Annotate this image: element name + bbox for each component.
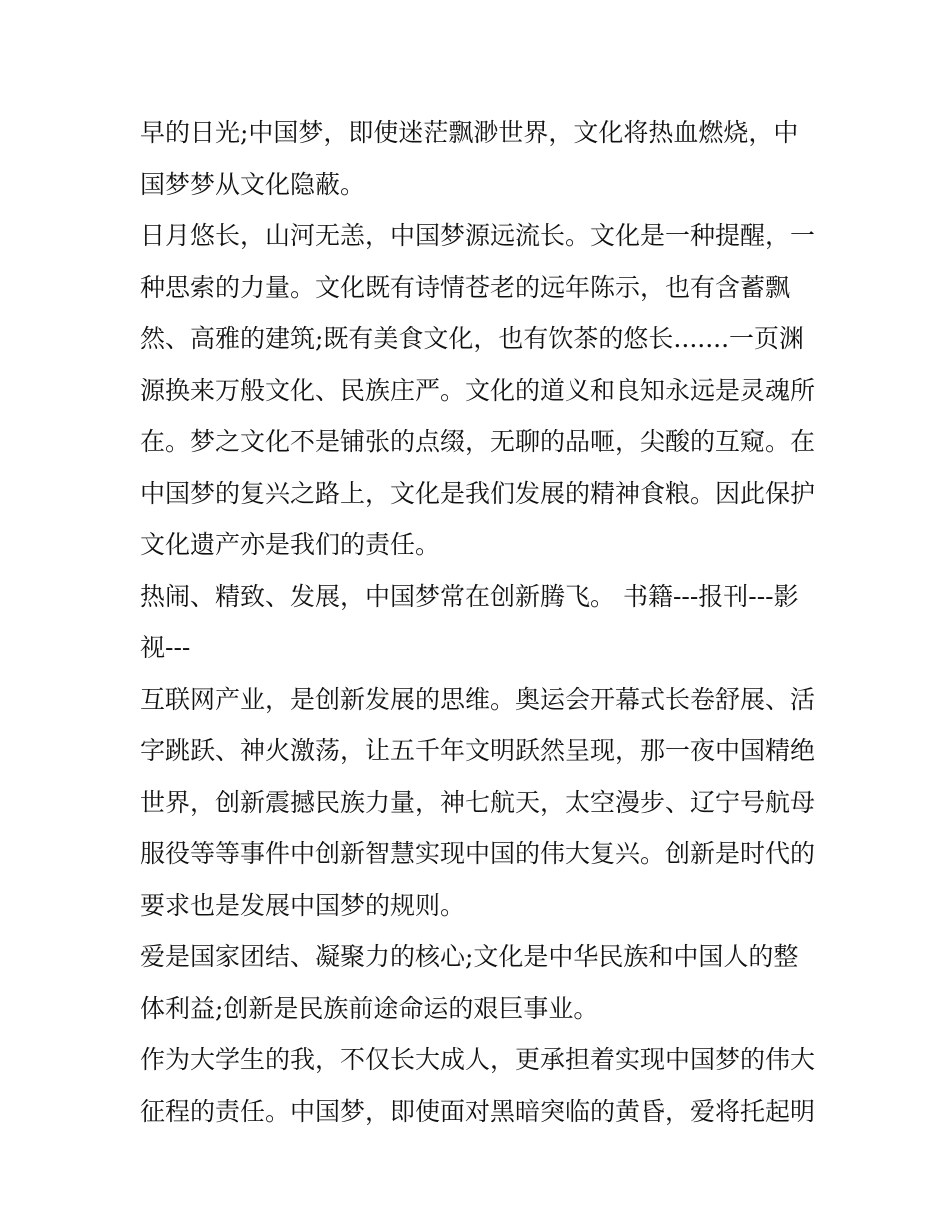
text-line: 然、高雅的建筑;既有美食文化，也有饮茶的悠长.......一页渊 bbox=[140, 324, 805, 353]
text-line: 字跳跃、神火激荡，让五千年文明跃然呈现，那一夜中国精绝 bbox=[140, 736, 816, 765]
text-line: 服役等等事件中创新智慧实现中国的伟大复兴。创新是时代的 bbox=[140, 839, 816, 868]
body-text bbox=[140, 107, 820, 1137]
text-line: 中国梦的复兴之路上，文化是我们发展的精神食粮。因此保护 bbox=[140, 478, 816, 508]
text-line: 源换来万般文化、民族庄严。文化的道义和良知永远是灵魂所 bbox=[140, 375, 816, 405]
text-line: 文化遗产亦是我们的责任。 bbox=[140, 530, 441, 559]
text-line: 日月悠长，山河无恙，中国梦源远流长。文化是一种提醒，一 bbox=[140, 221, 816, 250]
text-line: 征程的责任。中国梦，即使面对黑暗突临的黄昏，爱将托起明 bbox=[140, 1096, 816, 1126]
text-line: 要求也是发展中国梦的规则。 bbox=[140, 890, 466, 920]
text-line: 作为大学生的我，不仅长大成人，更承担着实现中国梦的伟大 bbox=[140, 1045, 816, 1074]
text-line: 在。梦之文化不是铺张的点缀，无聊的品咂，尖酸的互窥。在 bbox=[140, 427, 816, 456]
text-line: 互联网产业，是创新发展的思维。奥运会开幕式长卷舒展、活 bbox=[140, 684, 816, 714]
text-line: 体利益;创新是民族前途命运的艰巨事业。 bbox=[140, 993, 599, 1023]
text-line: 视--- bbox=[140, 633, 191, 662]
text-line: 早的日光;中国梦，即使迷茫飘渺世界，文化将热血燃烧，中 bbox=[140, 118, 799, 147]
text-line: 国梦梦从文化隐蔽。 bbox=[140, 169, 366, 199]
text-line: 世界，创新震撼民族力量，神七航天，太空漫步、辽宁号航母 bbox=[140, 787, 816, 817]
text-line: 热闹、精致、发展，中国梦常在创新腾飞。 书籍---报刊---影 bbox=[140, 581, 799, 611]
text-line: 爱是国家团结、凝聚力的核心;文化是中华民族和中国人的整 bbox=[140, 942, 799, 971]
text-line: 种思索的力量。文化既有诗情苍老的远年陈示，也有含蓄飘 bbox=[140, 272, 791, 302]
